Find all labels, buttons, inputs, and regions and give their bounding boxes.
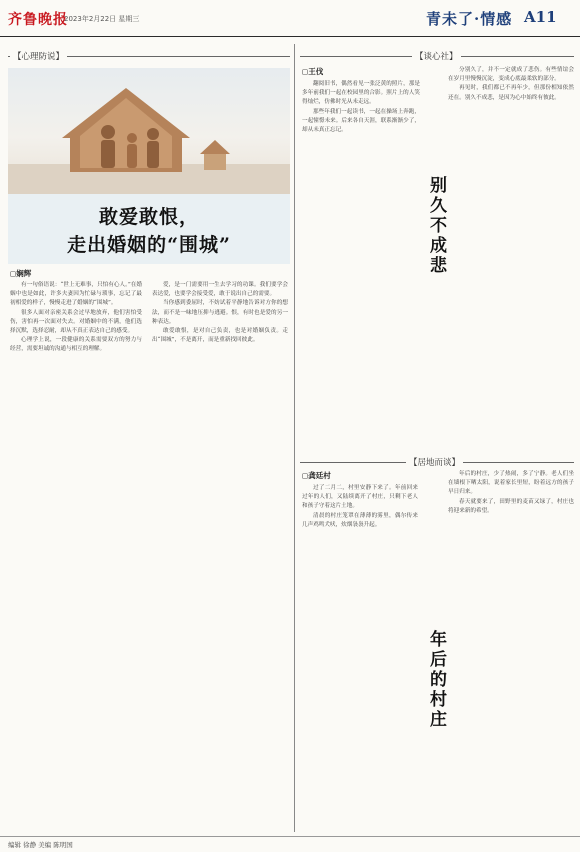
masthead <box>0 0 580 37</box>
article-column-2 <box>152 281 288 831</box>
byline: ◻娴辉 <box>10 269 32 278</box>
paragraph: 过了二月二，村里安静下来了。年前回来过年的人们，又陆续离开了村庄，只剩下老人和孩子守着这片土地。 <box>302 485 418 510</box>
article-column-2 <box>448 470 574 830</box>
column-divider <box>294 44 295 832</box>
article-column-1 <box>302 80 420 454</box>
paper-logo: 齐鲁晚报 <box>8 12 68 28</box>
wooden-house-figures-image <box>8 68 290 194</box>
column-tag: 【居地而谈】 <box>406 456 463 468</box>
paragraph: 敢爱敢恨，是对自己负责，也是对婚姻负责。走出“围城”，不是离开，而是重新找回彼此。 <box>152 328 288 344</box>
article-title: 别久不成悲 <box>426 176 446 276</box>
byline: ◻王伐 <box>302 67 324 76</box>
issue-date: 2023年2月22日 星期三 <box>64 15 140 23</box>
article-column-1 <box>302 484 418 830</box>
article-column-1 <box>10 281 142 831</box>
article-column-2 <box>448 66 574 454</box>
column-tag: 【心理防说】 <box>10 50 67 62</box>
article-photo <box>8 68 290 194</box>
paragraph: 心理学上说，一段健康的关系需要双方的努力与经营，需要坦诚的沟通与相互的理解。 <box>10 337 142 353</box>
page-footer <box>0 836 580 852</box>
paragraph: 那些年我们一起读书，一起在操场上奔跑，一起憧憬未来。后来各自天涯，联系渐渐少了，却从未真正忘记。 <box>302 108 420 134</box>
paragraph: 分别久了，并不一定就成了悲伤。有些情谊会在岁月里慢慢沉淀，变成心底最柔软的部分。 <box>448 67 574 83</box>
headline-block <box>8 194 290 264</box>
article-title: 年后的村庄 <box>426 630 446 730</box>
headline-line-1: 敢爱敢恨， <box>98 206 199 228</box>
paragraph: 很多人面对亲密关系会过早地放弃，他们害怕受伤，害怕再一次面对失去。对婚姻中的不满，他们选择沉默，选择忍耐，却从不真正表达自己的感受。 <box>10 309 142 335</box>
paragraph: 春天就要来了，田野里的麦苗又绿了，村庄也将迎来新的希望。 <box>448 498 574 514</box>
headline-line-2: 走出婚姻的“围城” <box>67 234 231 256</box>
paragraph: 再见时，我们都已不再年少，但那份相知依然还在。别久不成悲，是因为心中始终有彼此。 <box>448 85 574 101</box>
column-tag: 【谈心社】 <box>412 50 461 62</box>
section-title: 青未了·情感 <box>426 10 513 28</box>
paragraph: 有一句俗语说：“世上无难事，只怕有心人。”在婚姻中也是如此，许多夫妻因为忙碌与琐事，忘记了最初相爱的样子，慢慢走进了婚姻的“围城”。 <box>10 282 142 307</box>
paragraph: 年后的村庄，少了热闹，多了宁静。老人们坐在墙根下晒太阳，说着家长里短，盼着远方的孩子早日归来。 <box>448 471 574 496</box>
editor-credits: 编辑 徐静 美编 陈明国 <box>8 841 73 849</box>
paragraph: 当你感到委屈时，不妨试着平静地告诉对方你的想法，而不是一味地压抑与逃避。恨，有时也是爱的另一种表达。 <box>152 300 288 325</box>
paragraph: 清晨的村庄笼罩在薄薄的雾里，偶尔传来几声鸡鸣犬吠，炊烟袅袅升起。 <box>302 512 418 528</box>
page-number: A11 <box>524 8 557 26</box>
paragraph: 翻阅旧书，偶然看见一张泛黄的照片，那是多年前我们一起在校园里的合影。照片上的人笑得灿烂，仿佛时光从未走远。 <box>302 81 420 106</box>
paragraph: 爱，是一门需要用一生去学习的功课。我们要学会表达爱，也要学会接受爱，敢于说出自己的需要。 <box>152 282 288 298</box>
byline: ◻龚廷村 <box>302 471 331 480</box>
